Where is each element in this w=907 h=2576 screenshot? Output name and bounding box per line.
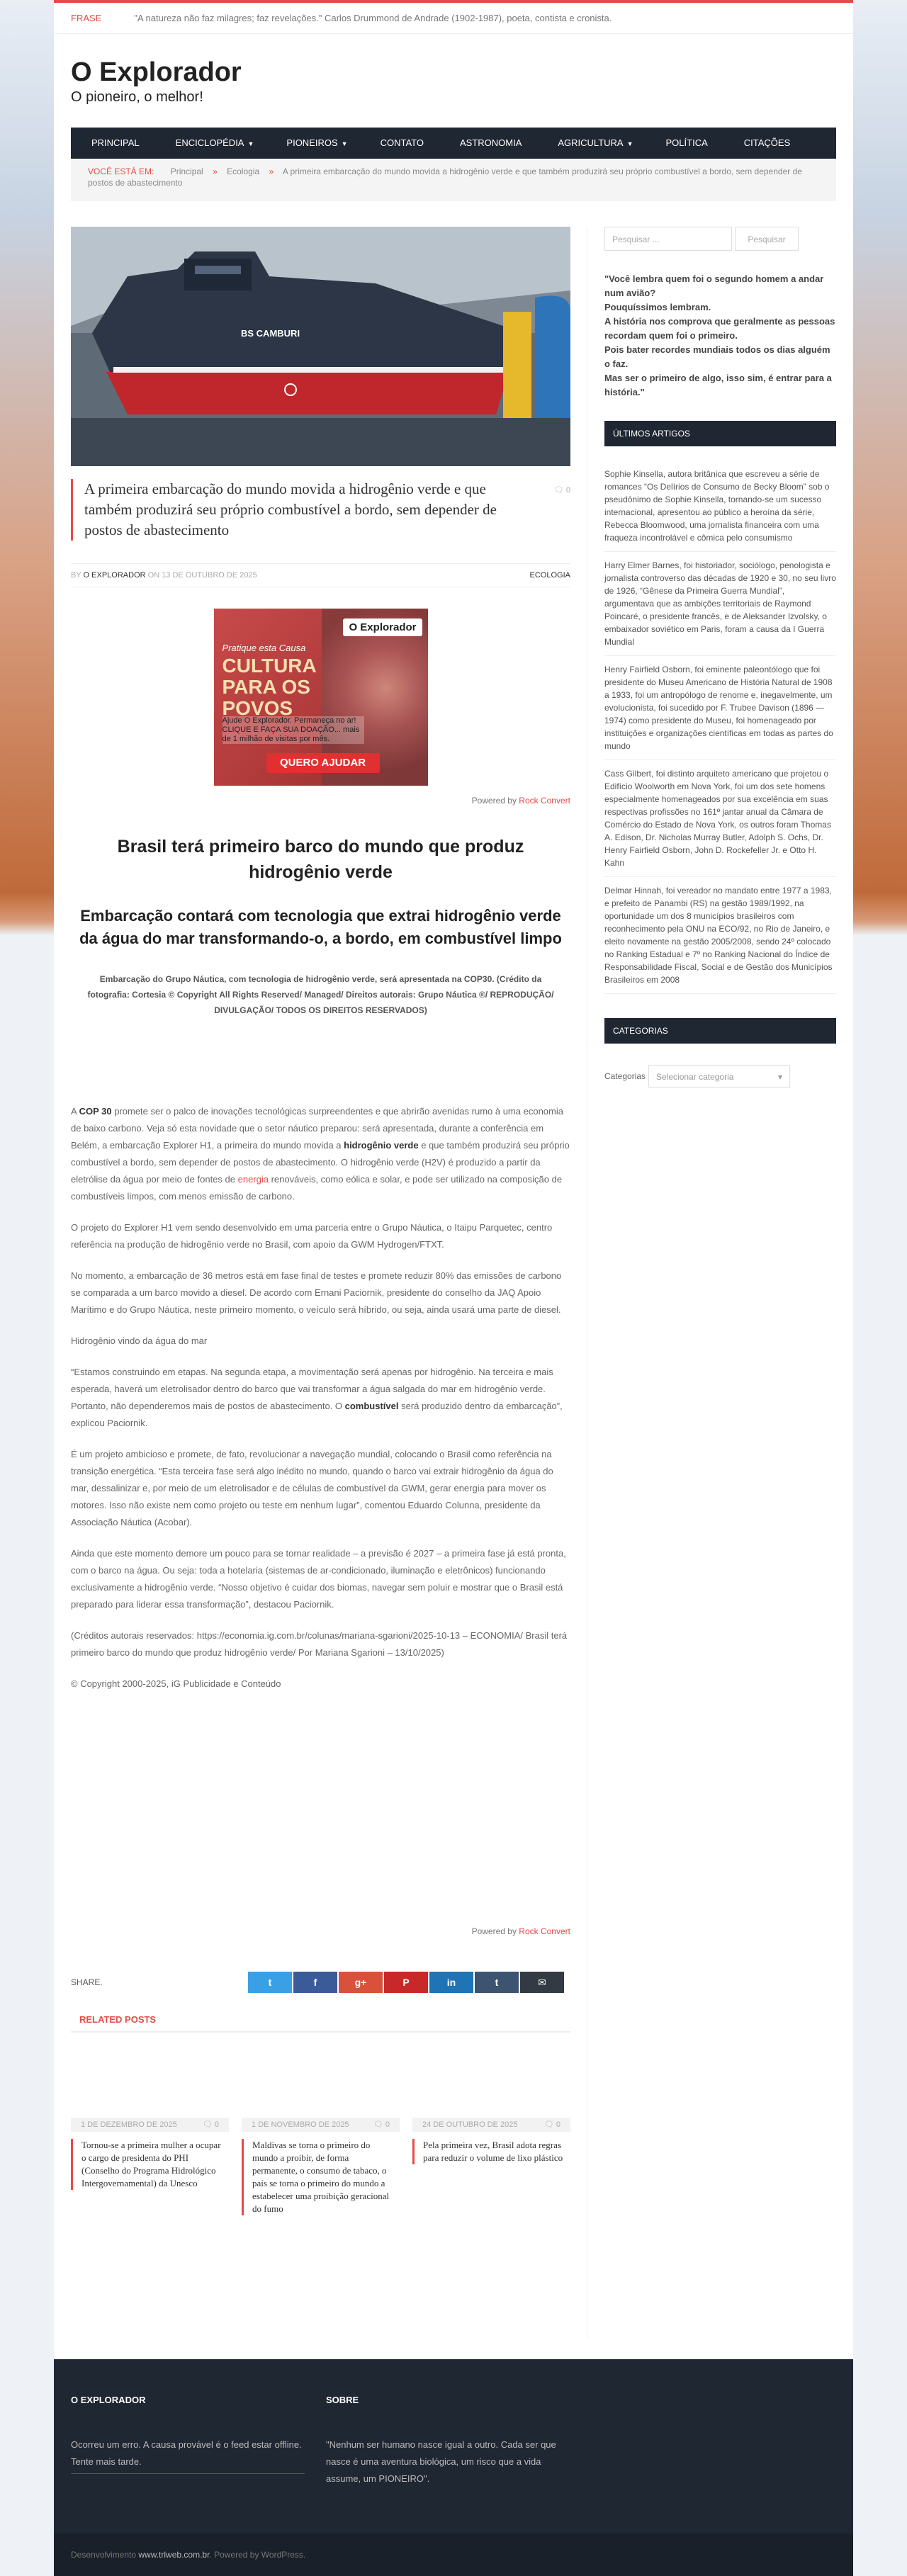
site-logo[interactable] (71, 57, 242, 106)
related-posts-heading: RELATED POSTS (71, 2007, 570, 2033)
credits-bar: Desenvolvimento www.trlweb.com.br. Powered by WordPress. (54, 2533, 853, 2576)
paragraph-8: (Créditos autorais reservados: https://economia.ig.com.br/colunas/mariana-sgarioni/2025-10-13 – ECONOMIA/ Brasil terá primeiro barco do mundo que produz hidrogênio verde/ Por Mariana Sgarioni – 13/10/2025) (71, 1630, 568, 1658)
nav-item-pioneiros[interactable]: PIONEIROS ▼ (286, 137, 348, 148)
banner-line1: Pratique esta Causa (222, 643, 306, 653)
nav-item-agricultura[interactable]: AGRICULTURA ▼ (558, 137, 633, 148)
powered-by-bottom: Powered by Rock Convert (471, 1926, 570, 1936)
page-wrapper (54, 0, 853, 2576)
share-bar (71, 1972, 570, 1993)
site-tagline: O pioneiro, o melhor! (71, 89, 203, 105)
site-title[interactable]: O Explorador (71, 57, 242, 87)
footer-column-explorador (71, 2395, 305, 2474)
email-share-button[interactable] (520, 1972, 564, 1993)
nav-item-principal[interactable]: PRINCIPAL (91, 137, 140, 148)
breadcrumb-section[interactable]: Ecologia (227, 166, 260, 176)
search-input[interactable]: Pesquisar ... (604, 227, 732, 251)
latest-article-link[interactable]: Sophie Kinsella, autora britânica que escreveu a série de romances “Os Delírios de Consumo de Becky Bloom” sob o pseudônimo de Sophie Kinsella, tornando-se um sucesso internacional, apresentou ao público a heroína da série, Rebecca Bloomwood, uma jornalista financeira com uma fraqueza incontrolável e cômica pelo consumismo (604, 461, 836, 552)
related-post-title[interactable]: Pela primeira vez, Brasil adota regras para reduzir o volume de lixo plástico (412, 2139, 565, 2164)
latest-article-link[interactable]: Cass Gilbert, foi distinto arquiteto americano que projetou o Edifício Woolworth em Nova York, foi um dos sete homens especialmente homenageados por sua excelência em suas respectivas profissões no 161º jantar anual da Câmara de Comércio do Estado de Nova York, os outros foram Thomas A. Edison, Dr. Nicholas Murray Butler, Adolph S. Ochs, Dr. Henry Fairfield Osborn, John D. Rockefeller Jr. e Otto H. Kahn (604, 760, 836, 877)
pinterest-icon: P (402, 1977, 410, 1988)
paragraph-6: É um projeto ambicioso e promete, de fato, revolucionar a navegação mundial, colocando o Brasil como referência na transição energética. “Esta terceira fase será algo inédito no mundo, quando o barco vai extrair hidrogênio da água do mar, dessalinizar e, por meio de um eletrolisador e de células de combustível da GWM, gerar energia para mover os motores. Isso não existe nem como projeto ou teste em nenhum lugar”, comentou Eduardo Colunna, presidente da Associação Náutica (Acobar). (71, 1449, 553, 1527)
search-form (604, 227, 836, 251)
latest-article-link[interactable]: Delmar Hinnah, foi vereador no mandato entre 1977 a 1983, e prefeito de Panambi (RS) na gestão 1989/1992, na oportunidade um dos 8 municípios brasileiros com reconhecimento pela ONU na ECO/92, no Rio de Janeiro, e eleito novamente na gestão 2005/2008, sendo 24º colocado no Ranking Estadual e 7º no Ranking Nacional do Índice de Responsabilidade Fiscal, Social e de Gestão dos Municípios Brasileiros em 2008 (604, 877, 836, 994)
breadcrumb-home[interactable]: Principal (170, 166, 203, 176)
related-post-title[interactable]: Tornou-se a primeira mulher a ocupar o cargo de presidenta do PHI (Conselho do Programa Hidrológico Intergovernamental) da Unesco (71, 2139, 223, 2190)
pinterest-share-button[interactable] (384, 1972, 428, 1993)
sidebar (604, 227, 836, 1088)
donate-button[interactable]: QUERO AJUDAR (266, 753, 380, 773)
footer (54, 2359, 853, 2533)
rock-convert-link[interactable]: Rock Convert (519, 1926, 570, 1936)
share-buttons (248, 1972, 564, 1993)
comment-count[interactable] (554, 480, 570, 501)
footer-about-text: "Nenhum ser humano nasce igual a outro. Cada ser que nasce é uma aventura biológica, um risco que a vida assume, um PIONEIRO". (326, 2439, 556, 2484)
latest-article-link[interactable]: Henry Fairfield Osborn, foi eminente paleontólogo que foi presidente do Museu Americano de História Natural de 1908 a 1933, foi um antropólogo de renome e, inegavelmente, um evolucionista, foi sucedido por F. Trubee Davison (1896 — 1974) como presidente do Museu, foi homenageado por instituições e organizações científicas em todas as partes do mundo (604, 656, 836, 760)
latest-articles-heading: ÚLTIMOS ARTIGOS (604, 421, 836, 446)
categories-widget (604, 1065, 836, 1088)
post-byline: BY O EXPLORADOR ON 13 DE OUTUBRO DE 2025 (71, 571, 257, 580)
related-post[interactable] (412, 2118, 570, 2215)
nav-item-enciclopedia[interactable]: ENCICLOPÉDIA ▼ (175, 137, 254, 148)
comment-icon: 🗨 (202, 2120, 213, 2129)
breadcrumb-label: VOCÊ ESTÁ EM: (88, 166, 154, 176)
breadcrumb (71, 159, 836, 201)
quote-bar-tag: FRASE (71, 13, 102, 23)
footer-title: O EXPLORADOR (71, 2395, 146, 2405)
main-nav (71, 128, 836, 159)
latest-articles (604, 461, 836, 994)
related-post-title[interactable]: Maldivas se torna o primeiro do mundo a proibir, de forma permanente, o consumo de tabaco, o país se torna o primeiro do mundo a estabelecer uma proibição geracional do fumo (242, 2139, 394, 2215)
post-title-text: A primeira embarcação do mundo movida a hidrogênio verde e que também produzirá seu próprio combustível a bordo, sem depender de postos de abastecimento (84, 480, 497, 538)
categories-select[interactable]: Selecionar categoria ▾ (648, 1065, 790, 1088)
google-plus-share-button[interactable] (339, 1972, 383, 1993)
nav-item-contato[interactable]: CONTATO (380, 137, 424, 148)
chevron-down-icon: ▼ (247, 140, 254, 147)
quote-bar-text: "A natureza não faz milagres; faz revelações." Carlos Drummond de Andrade (1902-1987), poeta, contista e cronista. (134, 13, 612, 23)
paragraph-5: “Estamos construindo em etapas. Na segunda etapa, a movimentação será apenas por hidrogênio. Na terceira e mais esperada, haverá um eletrolisador dentro do barco que vai transformar a água salgada do mar em hidrogênio verde. Portanto, não dependeremos mais de postos de abastecimento. O combustível será produzido dentro da embarcação”, explicou Paciornik. (71, 1367, 563, 1428)
twitter-icon: t (268, 1977, 272, 1988)
paragraph-1: A COP 30 promete ser o palco de inovações tecnológicas surpreendentes e que abrirão avenidas rumo à uma economia de baixo carbono. Veja só esta novidade que o setor náutico preparou: será apresentada, durante a conferência em Belém, a embarcação Explorer H1, a primeira do mundo movida a hidrogênio verde e que também produzirá seu próprio combustível a bordo, sem depender de postos de abastecimento. O hidrogênio verde (H2V) é produzido a partir da eletrólise da água por meio de fontes de energia renováveis, como eólica e solar, e pode ser utilizado na composição de combustíveis limpos, com menos emissão de carbono. (71, 1106, 570, 1202)
share-label: SHARE. (71, 1977, 103, 1987)
article-column (71, 227, 570, 2215)
comment-icon: 🗨 (373, 2120, 383, 2129)
developer-link[interactable]: www.trlweb.com.br (138, 2550, 210, 2560)
post-author[interactable]: O EXPLORADOR (83, 571, 146, 580)
breadcrumb-separator: » (213, 166, 218, 176)
categories-heading: CATEGORIAS (604, 1018, 836, 1044)
article-headline: Brasil terá primeiro barco do mundo que produz hidrogênio verde (117, 837, 524, 882)
breadcrumb-separator: » (269, 166, 274, 176)
nav-item-citacoes[interactable]: CITAÇÕES (743, 137, 791, 148)
paragraph-7: Ainda que este momento demore um pouco para se tornar realidade – a previsão é 2027 – a primeira fase já está pronta, com o barco na água. Ou seja: toda a hotelaria (sistemas de ar-condicionado, iluminação e eletrônicos) funcionando exclusivamente a hidrogênio verde. “Nosso objetivo é cuidar dos biomas, navegar sem poluir e mostrar que o Brasil está preparado para liderar essa transformação”, destacou Paciornik. (71, 1548, 566, 1610)
footer-feed-error: Ocorreu um erro. A causa provável é o feed estar offline. Tente mais tarde. (71, 2439, 302, 2467)
related-post[interactable] (242, 2118, 400, 2215)
email-icon: ✉ (538, 1976, 546, 1988)
comment-icon: 🗨 (543, 2120, 554, 2129)
search-button[interactable]: Pesquisar (735, 227, 799, 251)
rock-convert-link[interactable]: Rock Convert (519, 796, 570, 806)
facebook-icon: f (313, 1977, 317, 1988)
banner-line3: Ajude O Explorador. Permaneça no ar! CLIQUE E FAÇA SUA DOAÇÃO... mais de 1 milhão de visitas por mês. (222, 716, 364, 744)
banner-logo: O Explorador (343, 618, 422, 636)
post-title (71, 479, 570, 541)
paragraph-2: O projeto do Explorer H1 vem sendo desenvolvido em uma parceria entre o Grupo Náutica, o Itaipu Parquetec, centro referência na produção de hidrogênio verde no Brasil, com apoio da GWM Hydrogen/FTXT. (71, 1222, 553, 1250)
article-subheadline: Embarcação contará com tecnologia que extrai hidrogênio verde da água do mar transformando-o, a bordo, em combustível limpo (79, 907, 562, 947)
photo-caption: Embarcação do Grupo Náutica, com tecnologia de hidrogênio verde, será apresentada na COP30. (Crédito da fotografia: Cortesia © Copyright All Rights Reserved/ Managed/ Direitos autorais: Grupo Náutica ®/ REPRODUÇÃO/ DIVULGAÇÃO/ TODOS OS DIREITOS RESERVADOS) (87, 974, 554, 1015)
donation-banner-wrap (71, 609, 570, 786)
hero-ship-image (71, 227, 570, 466)
related-post-meta: 1 DE DEZEMBRO DE 2025 🗨 0 (71, 2118, 229, 2132)
energia-link[interactable]: energia (237, 1174, 269, 1185)
chevron-down-icon: ▼ (341, 140, 348, 147)
chevron-down-icon: ▼ (626, 140, 633, 147)
nav-item-politica[interactable]: POLÍTICA (665, 137, 708, 148)
related-post[interactable] (71, 2118, 229, 2215)
post-category[interactable]: ECOLOGIA (529, 571, 570, 580)
comment-icon: 🗨 (553, 486, 564, 495)
google-plus-icon: g+ (354, 1977, 367, 1988)
donation-banner[interactable] (214, 609, 428, 786)
hero-ship-name: BS CAMBURI (241, 328, 300, 339)
latest-article-link[interactable]: Harry Elmer Barnes, foi historiador, sociólogo, penologista e jornalista controverso das décadas de 1920 e 30, no seu livro de 1926, “Gênese da Primeira Guerra Mundial”, argumentava que as ambições territoriais de Raymond Poincaré, o presidente francês, e de Aleksander Izvolsky, o embaixador soviético em Paris, foram a causa da I Guerra Mundial (604, 552, 836, 656)
categories-label: Categorias (604, 1071, 646, 1081)
breadcrumb-current: A primeira embarcação do mundo movida a hidrogênio verde e que também produzirá seu próprio combustível a bordo, sem depender de postos de abastecimento (88, 166, 802, 188)
related-post-meta: 1 DE NOVEMBRO DE 2025 🗨 0 (242, 2118, 400, 2132)
chevron-down-icon: ▾ (778, 1072, 783, 1082)
comment-count-value: 0 (565, 486, 570, 495)
tumblr-share-button[interactable] (475, 1972, 519, 1993)
post-date: ON 13 DE OUTUBRO DE 2025 (147, 571, 257, 580)
footer-column-sobre (326, 2395, 560, 2487)
paragraph-4: Hidrogênio vindo da água do mar (71, 1335, 208, 1346)
related-post-meta: 24 DE OUTUBRO DE 2025 🗨 0 (412, 2118, 570, 2132)
quote-bar (54, 3, 853, 34)
twitter-share-button[interactable] (248, 1972, 292, 1993)
paragraph-3: No momento, a embarcação de 36 metros está em fase final de testes e promete reduzir 80% das emissões de carbono se comparada a um barco movido a diesel. De acordo com Ernani Paciornik, presidente do conselho da JAQ Apoio Marítimo e do Grupo Náutica, neste primeiro momento, o veículo será híbrido, ou seja, ainda usará uma parte de diesel. (71, 1270, 562, 1315)
footer-title: SOBRE (326, 2395, 359, 2405)
linkedin-share-button[interactable] (429, 1972, 473, 1993)
article-body (71, 1103, 570, 1693)
paragraph-9: © Copyright 2000-2025, iG Publicidade e Conteúdo (71, 1678, 281, 1689)
footer-divider (71, 2473, 305, 2474)
nav-item-astronomia[interactable]: ASTRONOMIA (459, 137, 522, 148)
powered-by: Powered by Rock Convert (471, 796, 570, 806)
banner-line2: CULTURA PARA OS POVOS (222, 655, 316, 719)
sidebar-quote: "Você lembra quem foi o segundo homem a andar num avião? Pouquíssimos lembram. A história nos comprova que geralmente as pessoas recordam quem foi o primeiro. Pois bater recordes mundiais todos os dias alguém o faz. Mas ser o primeiro de algo, isso sim, é entrar para a história." (604, 273, 835, 397)
post-meta (71, 563, 570, 587)
facebook-share-button[interactable] (293, 1972, 337, 1993)
tumblr-icon: t (495, 1977, 499, 1988)
related-posts (71, 2118, 570, 2215)
linkedin-icon: in (446, 1977, 456, 1988)
